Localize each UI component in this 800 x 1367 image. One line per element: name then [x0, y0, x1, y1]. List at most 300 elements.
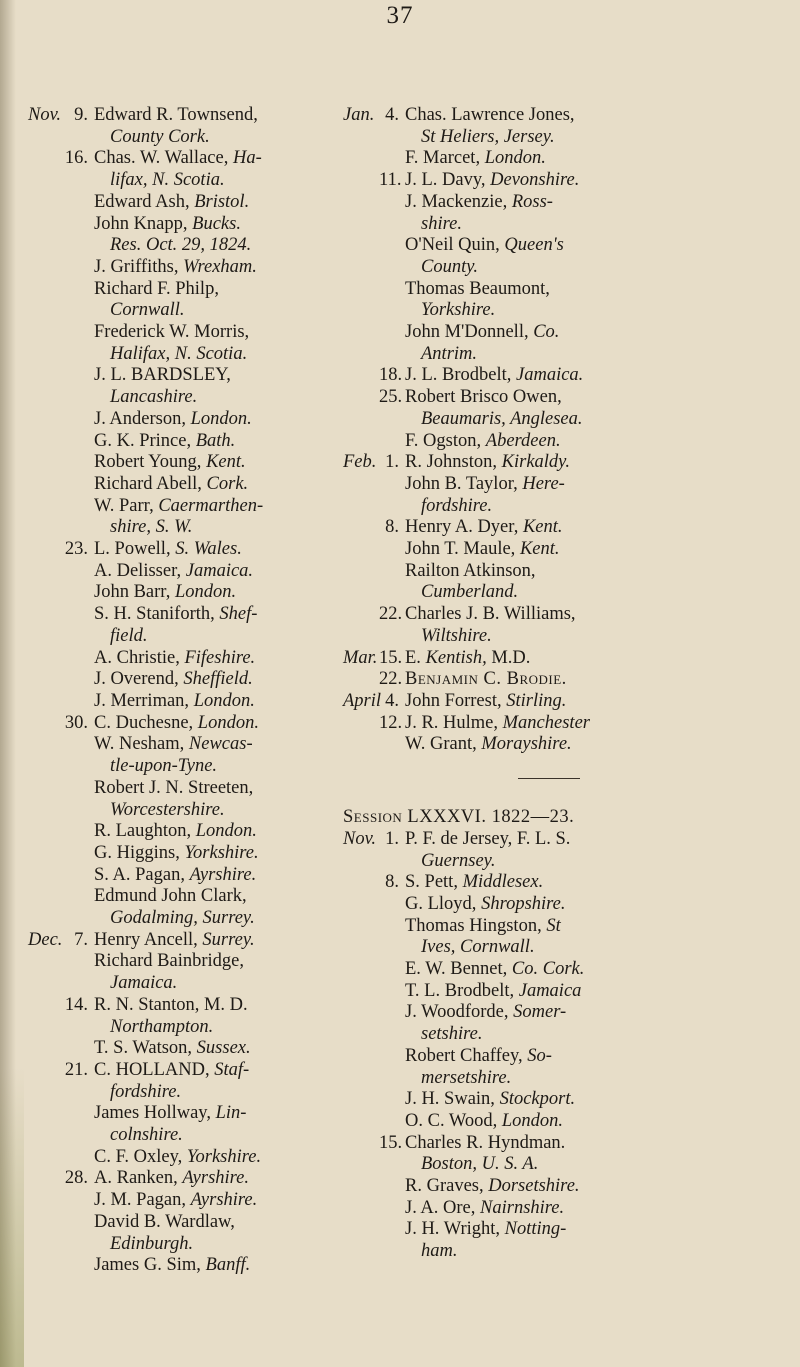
entry-text [94, 322, 333, 344]
register-entry-line [343, 1241, 748, 1263]
entry-name: J. Mackenzie, [405, 191, 508, 212]
register-entry-line [28, 539, 333, 561]
register-entry-line [28, 105, 333, 127]
entry-place: Yorkshire. [421, 300, 496, 321]
entry-text [405, 626, 748, 648]
entry-place: London. [484, 148, 546, 169]
entry-text [94, 1147, 333, 1169]
register-entry-line [343, 192, 748, 214]
register-entry-line [28, 496, 333, 518]
entry-name: John Knapp, [94, 213, 188, 234]
entry-day: 15. [379, 647, 403, 668]
entry-text [405, 1111, 748, 1133]
entry-name: W. Parr, [94, 495, 154, 516]
entry-text [405, 648, 748, 670]
entry-text [94, 214, 333, 236]
entry-text [94, 582, 333, 604]
entry-text [405, 561, 748, 583]
register-entry-line [28, 734, 333, 756]
entry-name: J. Overend, [94, 669, 179, 690]
entry-text [405, 1176, 748, 1198]
entry-text [405, 517, 748, 539]
register-entry-line [343, 1046, 748, 1068]
register-entry-line [28, 170, 333, 192]
entry-name: J. Griffiths, [94, 256, 179, 277]
entry-text [405, 1133, 748, 1155]
entry-place: field. [110, 625, 148, 646]
entry-name: T. L. Brodbelt, [405, 980, 515, 1001]
entry-name: W. Grant, [405, 734, 477, 755]
entry-name: E. W. Bennet, [405, 959, 508, 980]
entry-day: 8. [385, 872, 399, 893]
entry-place: Aberdeen. [485, 430, 561, 451]
entry-place: Guernsey. [421, 850, 496, 871]
entry-text [405, 916, 748, 938]
entry-place: London. [501, 1110, 564, 1131]
entry-name: A. Ranken, [94, 1168, 178, 1189]
entry-day: 9. [74, 105, 88, 125]
entry-text [405, 127, 748, 149]
entry-text [405, 1154, 748, 1176]
entry-place: London. [195, 821, 257, 842]
entry-name: J. H. Wright, [405, 1219, 501, 1240]
register-entry-line [28, 561, 333, 583]
entry-name: C. Duchesne, [94, 712, 194, 733]
register-entry-line [28, 1190, 333, 1212]
entry-place: Kent. [522, 517, 563, 538]
register-entry-line [28, 452, 333, 474]
register-entry-line [28, 431, 333, 453]
entry-text [94, 279, 333, 301]
entry-month: Nov. [28, 105, 62, 125]
register-entry-line [28, 908, 333, 930]
entry-place: Wrexham. [183, 256, 257, 277]
entry-name: David B. Wardlaw, [94, 1211, 235, 1232]
entry-text [94, 105, 333, 127]
register-entry-line [343, 257, 748, 279]
register-entry-line [28, 1103, 333, 1125]
entry-place: Kentish, [425, 647, 487, 668]
entry-place: Staf- [214, 1059, 250, 1080]
entry-name: J. Anderson, [94, 408, 186, 429]
entry-text [405, 894, 748, 916]
entry-name: J. L. Davy, [405, 170, 486, 191]
entry-text [94, 1017, 333, 1039]
entry-place: Notting- [504, 1219, 567, 1240]
entry-name: Richard Bainbridge, [94, 951, 245, 972]
entry-place: Jamaica. [110, 973, 178, 994]
entry-name: J. Merriman, [94, 690, 190, 711]
entry-name: G. K. Prince, [94, 430, 192, 451]
entry-text [94, 1190, 333, 1212]
register-entry-line [343, 959, 748, 981]
entry-text [94, 365, 333, 387]
register-entry-line [28, 235, 333, 257]
entry-name: Thomas Beaumont, [405, 278, 550, 299]
register-entry-line [28, 821, 333, 843]
entry-suffix: M.D. [486, 647, 531, 668]
entry-text [94, 474, 333, 496]
entry-text [405, 981, 748, 1003]
entry-name: W. Nesham, [94, 734, 185, 755]
entry-name: R. Johnston, [405, 452, 498, 473]
entry-text [405, 322, 748, 344]
register-entry-line [343, 452, 748, 474]
entry-day: 30. [64, 712, 88, 733]
entry-name: G. Higgins, [94, 842, 180, 863]
entry-place: Shef- [219, 604, 258, 625]
entry-place: Lin- [215, 1103, 247, 1124]
register-entry-line [343, 409, 748, 431]
entry-place: Shropshire. [481, 893, 566, 914]
entry-text [405, 279, 748, 301]
entry-day: 15. [379, 1132, 403, 1153]
register-entry-line [343, 872, 748, 894]
entry-text [94, 148, 333, 170]
entry-place: Antrim. [421, 343, 478, 364]
entry-place: County Cork. [110, 126, 210, 147]
entry-place: Sussex. [196, 1038, 251, 1059]
entry-name: Charles R. Hyndman. [405, 1132, 566, 1153]
entry-text [94, 669, 333, 691]
entry-day: 8. [385, 517, 399, 538]
entry-place: Ayrshire. [190, 1190, 258, 1211]
register-entry-line [343, 105, 748, 127]
register-entry-line [343, 1133, 748, 1155]
entry-place: fordshire. [110, 1081, 182, 1102]
entry-place: Ayrshire. [189, 864, 257, 885]
register-entry-line [343, 981, 748, 1003]
register-entry-line [343, 626, 748, 648]
register-entry-line [343, 322, 748, 344]
entry-place: fordshire. [421, 495, 493, 516]
entry-name: S. A. Pagan, [94, 864, 185, 885]
register-entry-line [343, 851, 748, 873]
entry-text [94, 930, 333, 952]
register-entry-line [343, 474, 748, 496]
entry-name: John B. Taylor, [405, 473, 518, 494]
register-entry-line [28, 800, 333, 822]
entry-place: Manchester [502, 712, 590, 733]
entry-text [405, 669, 748, 691]
entry-name: Edmund John Clark, [94, 886, 247, 907]
register-entry-line [343, 387, 748, 409]
entry-text [94, 951, 333, 973]
entry-place: mersetshire. [421, 1067, 512, 1088]
entry-place: Fifeshire. [184, 647, 256, 668]
register-entry-line [28, 1234, 333, 1256]
entry-place: Co. [533, 322, 560, 343]
register-entry-line [343, 713, 748, 735]
entry-place: Ross- [511, 191, 553, 212]
entry-place: S. Wales. [175, 539, 242, 560]
entry-name: J. M. Pagan, [94, 1190, 186, 1211]
entry-name: James G. Sim, [94, 1255, 201, 1276]
register-entry-line [343, 691, 748, 713]
entry-name: Chas. W. Wallace, [94, 148, 229, 169]
entry-text [94, 257, 333, 279]
entry-name: John M'Donnell, [405, 322, 529, 343]
entry-name: O. C. Wood, [405, 1110, 498, 1131]
entry-place: St Heliers, Jersey. [421, 126, 555, 147]
entry-name: A. Delisser, [94, 560, 182, 581]
register-entry-line [343, 517, 748, 539]
entry-day: 25. [379, 387, 403, 408]
entry-text [405, 387, 748, 409]
entry-text [94, 1060, 333, 1082]
entry-place: London. [197, 712, 259, 733]
register-entry-line [28, 1255, 333, 1277]
entry-text [405, 872, 748, 894]
entry-text [405, 235, 748, 257]
entry-name: Frederick W. Morris, [94, 322, 250, 343]
register-entry-line [343, 561, 748, 583]
entry-place: Northampton. [110, 1016, 214, 1037]
entry-name: O'Neil Quin, [405, 235, 500, 256]
entry-text [94, 734, 333, 756]
entry-text [94, 344, 333, 366]
register-entry-line [28, 843, 333, 865]
entry-text [94, 691, 333, 713]
entry-text [94, 821, 333, 843]
entry-day: 28. [64, 1168, 88, 1189]
entry-name: F. Ogston, [405, 430, 482, 451]
entry-text [94, 800, 333, 822]
entry-name: L. Powell, [94, 539, 171, 560]
register-entry-line [343, 365, 748, 387]
register-entry-line [343, 127, 748, 149]
entry-text [94, 908, 333, 930]
register-entry-line [28, 669, 333, 691]
entry-name: Railton Atkinson, [405, 560, 536, 581]
entry-text [94, 648, 333, 670]
entry-text [405, 1089, 748, 1111]
register-entry-line [28, 409, 333, 431]
entry-place: Bristol. [194, 191, 250, 212]
entry-name: John Barr, [94, 582, 171, 603]
entry-place: Res. Oct. 29, 1824. [110, 235, 252, 256]
entry-name: Charles J. B. Williams, [405, 604, 576, 625]
entry-text [405, 474, 748, 496]
entry-day: 18. [379, 365, 403, 386]
entry-text [405, 170, 748, 192]
entry-place: Surrey. [202, 929, 255, 950]
entry-place: Cornwall. [110, 300, 185, 321]
register-entry-line [343, 214, 748, 236]
entry-name: G. Lloyd, [405, 893, 477, 914]
register-entry-line [343, 1002, 748, 1024]
page-stain [0, 1067, 24, 1367]
section-divider [518, 778, 580, 779]
entry-name: R. N. Stanton, M. D. [94, 994, 248, 1015]
entry-text [94, 1038, 333, 1060]
session-heading: Session LXXXVI. 1822—23. [343, 807, 575, 828]
entry-place: setshire. [421, 1024, 483, 1045]
register-entry-line [28, 626, 333, 648]
register-entry-line [28, 192, 333, 214]
entry-name: Richard F. Philp, [94, 278, 219, 299]
entry-place: Lancashire. [110, 387, 198, 408]
entry-place: Caermarthen- [158, 495, 264, 516]
entry-text [94, 170, 333, 192]
register-entry-line [28, 995, 333, 1017]
entry-text [405, 365, 748, 387]
right-column [343, 105, 748, 1263]
entry-text [94, 604, 333, 626]
entry-name: Chas. Lawrence Jones, [405, 105, 575, 125]
entry-text [405, 192, 748, 214]
entry-place: Kent. [519, 539, 560, 560]
entry-name: F. Marcet, [405, 148, 481, 169]
register-entry-line [343, 916, 748, 938]
register-entry-line [28, 279, 333, 301]
entry-text [94, 517, 333, 539]
register-entry-line [28, 474, 333, 496]
register-entry-line [343, 1176, 748, 1198]
register-entry-line [343, 734, 748, 756]
entry-text [405, 1219, 748, 1241]
entry-text [405, 691, 748, 713]
entry-name: Robert Brisco Owen, [405, 387, 562, 408]
entry-text [405, 829, 748, 851]
entry-name: C. F. Oxley, [94, 1146, 183, 1167]
register-entry-line [28, 365, 333, 387]
entry-name: John Forrest, [405, 690, 502, 711]
register-entry-line [28, 1082, 333, 1104]
entry-name: Richard Abell, [94, 473, 202, 494]
entry-text [405, 431, 748, 453]
register-entry-line [343, 344, 748, 366]
register-entry-line [343, 1068, 748, 1090]
entry-text [94, 713, 333, 735]
entry-day: 12. [379, 712, 403, 733]
page-number: 37 [386, 2, 414, 29]
entry-place: Worcestershire. [110, 799, 225, 820]
entry-name: E. [405, 647, 421, 668]
entry-place: Sheffield. [183, 669, 253, 690]
register-entry-line [343, 604, 748, 626]
register-entry-line [343, 279, 748, 301]
entry-name: J. R. Hulme, [405, 712, 499, 733]
entry-place: Here- [522, 473, 565, 494]
entry-place: Stirling. [506, 690, 567, 711]
entry-place: Godalming, Surrey. [110, 908, 255, 929]
entry-place: Co. Cork. [511, 959, 585, 980]
entry-month: Mar. [343, 647, 378, 668]
entry-text [94, 865, 333, 887]
register-entry-line [28, 517, 333, 539]
register-entry-line [28, 344, 333, 366]
entry-name: Henry A. Dyer, [405, 517, 519, 538]
entry-text [94, 452, 333, 474]
entry-place: London. [190, 408, 252, 429]
entry-month: Dec. [28, 929, 63, 950]
entry-day: 7. [74, 929, 88, 950]
register-entry-line [343, 235, 748, 257]
entry-place: tle-upon-Tyne. [110, 756, 218, 777]
register-entry-line [28, 257, 333, 279]
register-entry-line [343, 1089, 748, 1111]
entry-name: J. L. Brodbelt, [405, 365, 512, 386]
register-entry-line [343, 1024, 748, 1046]
entry-day: 16. [64, 148, 88, 169]
entry-text [94, 300, 333, 322]
entry-name: Edward Ash, [94, 191, 190, 212]
entry-name: R. Laughton, [94, 821, 192, 842]
entry-text [94, 1255, 333, 1277]
entry-text [405, 1046, 748, 1068]
register-entry-line [343, 539, 748, 561]
register-entry-line [28, 713, 333, 735]
register-entry-line [343, 648, 748, 670]
entry-text [94, 539, 333, 561]
entry-month: Nov. [343, 828, 377, 849]
entry-name: Robert Chaffey, [405, 1045, 523, 1066]
entry-text [405, 148, 748, 170]
register-entry-line [343, 496, 748, 518]
register-entry-line [28, 648, 333, 670]
entry-day: 21. [64, 1059, 88, 1080]
entry-text [405, 1002, 748, 1024]
register-entry-line [28, 930, 333, 952]
entry-day: 1. [385, 452, 399, 473]
entry-place: shire, S. W. [110, 517, 193, 538]
entry-place: Boston, U. S. A. [421, 1154, 539, 1175]
entry-day: 1. [385, 828, 399, 849]
register-entry-line [28, 582, 333, 604]
register-entry-line [28, 1212, 333, 1234]
entry-text [94, 843, 333, 865]
entry-name: John T. Maule, [405, 539, 516, 560]
register-entry-line [343, 1111, 748, 1133]
register-entry-line [343, 148, 748, 170]
entry-place: Stockport. [499, 1089, 576, 1110]
register-entry-line [28, 387, 333, 409]
entry-name: T. S. Watson, [94, 1038, 193, 1059]
register-entry-line [28, 1147, 333, 1169]
entry-day: 4. [385, 690, 399, 711]
entry-text [405, 496, 748, 518]
entry-place: Queen's [504, 235, 564, 256]
entry-place: Ayrshire. [182, 1168, 250, 1189]
entry-name: Robert J. N. Streeten, [94, 777, 254, 798]
entry-text [405, 851, 748, 873]
entry-text [94, 409, 333, 431]
entry-day: 22. [379, 604, 403, 625]
entry-name: P. F. de Jersey, F. L. S. [405, 828, 571, 849]
entry-day: 23. [64, 539, 88, 560]
entry-text [405, 1024, 748, 1046]
entry-place: ham. [421, 1241, 458, 1262]
entry-place: Dorsetshire. [488, 1176, 580, 1197]
entry-text [94, 778, 333, 800]
entry-text [94, 127, 333, 149]
register-entry-line [28, 1038, 333, 1060]
register-entry-line [28, 756, 333, 778]
entry-place: Jamaica. [516, 365, 584, 386]
register-entry-line [28, 951, 333, 973]
entry-place: Devonshire. [490, 170, 580, 191]
entry-place: Kirkaldy. [501, 452, 570, 473]
entry-place: London. [193, 690, 255, 711]
entry-place: London. [174, 582, 237, 603]
entry-place: Jamaica. [185, 560, 254, 581]
entry-day: 14. [64, 994, 88, 1015]
entry-place: Middlesex. [462, 872, 544, 893]
entry-place: Jamaica [518, 980, 582, 1001]
entry-text [405, 959, 748, 981]
register-entry-line [28, 1017, 333, 1039]
